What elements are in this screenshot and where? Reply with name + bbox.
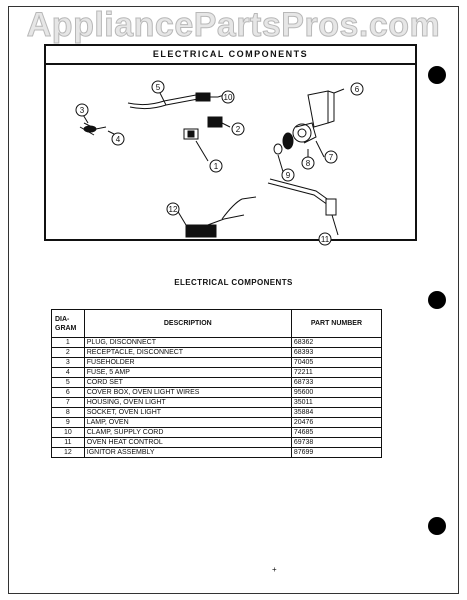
cell-diagram: 11: [52, 438, 85, 448]
table-row: [52, 408, 382, 418]
table-body: [52, 338, 382, 458]
cell-part-number: 70405: [291, 358, 381, 368]
cell-description: SOCKET, OVEN LIGHT: [84, 408, 291, 418]
callout-label: 9: [285, 171, 291, 180]
watermark: AppliancePartsPros.com: [26, 6, 441, 44]
cell-part-number: 20476: [291, 418, 381, 428]
exploded-diagram: [44, 44, 417, 244]
table-row: [52, 388, 382, 398]
binder-hole-icon: [428, 291, 446, 309]
cell-diagram: 6: [52, 388, 85, 398]
section-title: ELECTRICAL COMPONENTS: [174, 278, 293, 287]
parts-table: [51, 309, 382, 458]
callout-label: 6: [354, 85, 360, 94]
callout-label: 7: [328, 153, 334, 162]
cell-part-number: 87699: [291, 448, 381, 458]
callout-label: 2: [235, 125, 241, 134]
parts-illustration: [46, 65, 415, 244]
binder-hole-icon: [428, 66, 446, 84]
cell-description: COVER BOX, OVEN LIGHT WIRES: [84, 388, 291, 398]
cell-part-number: 35884: [291, 408, 381, 418]
cell-part-number: 95600: [291, 388, 381, 398]
table-row: [52, 438, 382, 448]
callout-label: 8: [305, 159, 311, 168]
table-row: [52, 428, 382, 438]
cell-part-number: 74685: [291, 428, 381, 438]
cell-description: LAMP, OVEN: [84, 418, 291, 428]
callout-label: 10: [223, 93, 233, 102]
table-row: [52, 418, 382, 428]
cell-part-number: 68362: [291, 338, 381, 348]
registration-mark: +: [272, 565, 277, 574]
callout-label: 11: [320, 235, 330, 244]
callout-label: 12: [168, 205, 178, 214]
cell-description: FUSE, 5 AMP: [84, 368, 291, 378]
cell-description: OVEN HEAT CONTROL: [84, 438, 291, 448]
table-row: [52, 398, 382, 408]
cell-description: PLUG, DISCONNECT: [84, 338, 291, 348]
cell-diagram: 3: [52, 358, 85, 368]
cell-diagram: 10: [52, 428, 85, 438]
cell-diagram: 8: [52, 408, 85, 418]
cell-diagram: 2: [52, 348, 85, 358]
cell-part-number: 69738: [291, 438, 381, 448]
cell-diagram: 7: [52, 398, 85, 408]
header-diagram-line2: GRAM: [55, 324, 77, 332]
column-header-description: DESCRIPTION: [84, 310, 291, 338]
cell-part-number: 35011: [291, 398, 381, 408]
cell-description: HOUSING, OVEN LIGHT: [84, 398, 291, 408]
header-diagram-line1: DIA-: [55, 315, 70, 323]
table-row: [52, 348, 382, 358]
callout-label: 4: [115, 135, 121, 144]
cell-diagram: 5: [52, 378, 85, 388]
callout-label: 3: [79, 106, 85, 115]
binder-hole-icon: [428, 517, 446, 535]
cell-part-number: 68393: [291, 348, 381, 358]
table-row: [52, 338, 382, 348]
cell-description: FUSEHOLDER: [84, 358, 291, 368]
callout-label: 1: [213, 162, 219, 171]
cell-part-number: 68733: [291, 378, 381, 388]
cell-description: RECEPTACLE, DISCONNECT: [84, 348, 291, 358]
cell-part-number: 72211: [291, 368, 381, 378]
callout-label: 5: [155, 83, 161, 92]
table-row: [52, 448, 382, 458]
cell-description: IGNITOR ASSEMBLY: [84, 448, 291, 458]
cell-diagram: 1: [52, 338, 85, 348]
table-row: [52, 378, 382, 388]
table-row: [52, 368, 382, 378]
cell-diagram: 4: [52, 368, 85, 378]
cell-description: CLAMP, SUPPLY CORD: [84, 428, 291, 438]
column-header-part-number: PART NUMBER: [291, 310, 381, 338]
table-row: [52, 358, 382, 368]
cell-diagram: 9: [52, 418, 85, 428]
column-header-diagram: [52, 310, 85, 338]
cell-diagram: 12: [52, 448, 85, 458]
cell-description: CORD SET: [84, 378, 291, 388]
table-header-row: [52, 310, 382, 338]
diagram-title: ELECTRICAL COMPONENTS: [46, 46, 415, 65]
